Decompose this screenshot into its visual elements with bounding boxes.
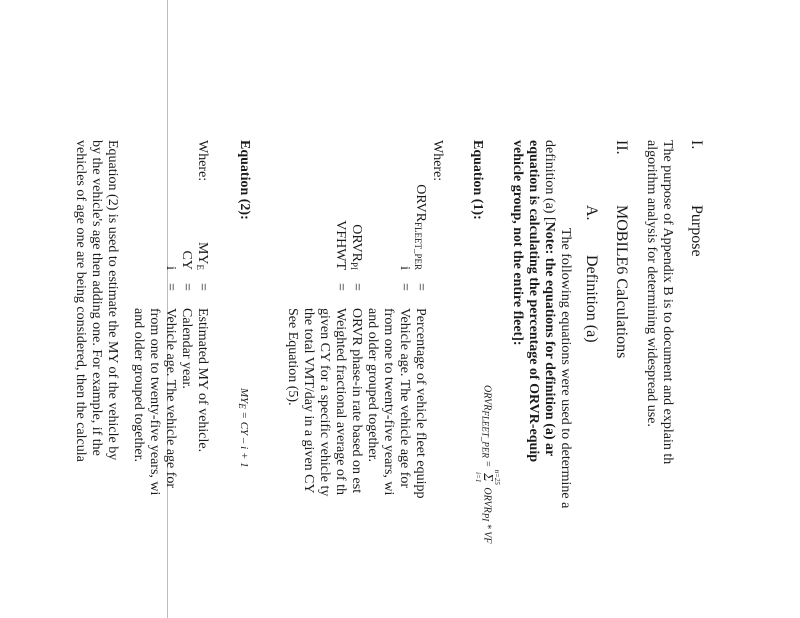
subsection-a-title: Definition (a) xyxy=(583,255,600,343)
where-1-def-2-line-3: and older grouped together. xyxy=(365,308,380,462)
eq1-rhs-tail: * VF xyxy=(481,523,493,544)
section-2-title: MOBILE6 Calculations xyxy=(613,205,630,359)
intro-line-4: vehicle group, not the entire fleet]: xyxy=(510,140,525,346)
where-1-eq-4: = xyxy=(333,283,348,291)
eq1-rhs: ORVR xyxy=(481,487,493,513)
sum-sigma: Σ xyxy=(480,473,495,482)
sum-upper-limit: n=25 xyxy=(493,469,501,485)
where-1-def-1-line-1: Percentage of vehicle fleet equipp xyxy=(413,308,428,499)
where-2-def-3-line-2: from one to twenty-five years, wi xyxy=(147,308,162,496)
section-2-number: II. xyxy=(613,140,630,155)
where-2-def-1-line-1: Estimated MY of vehicle. xyxy=(195,308,210,453)
where-2-term-3: i xyxy=(163,266,178,270)
section-1-line-2: algorithm analysis for determining widespread use. xyxy=(644,140,659,427)
where-1-def-4-line-2: given CY for a specific vehicle ty xyxy=(317,308,332,497)
where-1-eq-2: = xyxy=(397,283,412,291)
where-1-term-3: $ORVR_{PI}$ xyxy=(349,224,364,270)
intro-line-2-bold: Note: the equations for definition (a) ar xyxy=(542,221,557,457)
where-1-term-4: VFHWT xyxy=(333,220,348,270)
where-2-def-3-line-1: Vehicle age. The vehicle age for xyxy=(163,308,178,489)
where-2-eq-1: = xyxy=(195,283,210,291)
where-2-def-3-line-3: and older grouped together. xyxy=(131,308,146,462)
where-1-def-3-line-1: ORVR phase-in rate based on est xyxy=(349,308,364,494)
where-2-def-2-line-1: Calendar year. xyxy=(179,308,194,389)
section-1-title: Purpose xyxy=(688,205,705,257)
where-2-eq-2: = xyxy=(179,283,194,291)
where-2-term-2: CY xyxy=(179,250,194,270)
intro-line-2 xyxy=(541,140,557,456)
closing-line-3: vehicles of age one are being considered, then the calcula xyxy=(73,140,88,462)
closing-line-1: Equation (2) is used to estimate the MY of the vehicle by xyxy=(105,140,120,461)
where-1-term-1: $ORVR_{FLEET\_PER}$ xyxy=(413,184,428,270)
equation-1-formula xyxy=(474,385,500,543)
section-1-line-1: The purpose of Appendix B is to document and explain th xyxy=(660,140,675,465)
eq1-lhs-sub: FLEET_PER xyxy=(480,410,491,458)
where-1-label: Where: xyxy=(430,140,445,182)
equation-1-label: Equation (1): xyxy=(470,140,485,220)
where-2-eq-3: = xyxy=(163,283,178,291)
where-1-eq-1: = xyxy=(413,283,428,291)
where-1-eq-3: = xyxy=(349,283,364,291)
summation-symbol xyxy=(474,470,500,485)
where-1-term-2: i xyxy=(397,266,412,270)
eq1-equals: = xyxy=(481,460,493,468)
intro-line-2-plain: definition (a) [ xyxy=(542,140,557,222)
subsection-a-letter: A. xyxy=(583,205,600,221)
equation-2-formula: $MY_E$ = CY – i + 1 xyxy=(237,388,250,468)
where-1-def-4-line-1: Weighted fractional average of th xyxy=(333,308,348,496)
sum-lower-limit: i=1 xyxy=(474,472,482,483)
equation-2-label: Equation (2): xyxy=(237,140,252,220)
where-2-label: Where: xyxy=(195,140,210,182)
where-1-def-4-line-4: See Equation (5). xyxy=(285,308,300,406)
where-1-def-2-line-1: Vehicle age. The vehicle age for xyxy=(397,308,412,489)
eq1-rhs-sub: PI xyxy=(480,512,491,522)
eq1-lhs: ORVR xyxy=(481,385,493,411)
where-1-def-2-line-2: from one to twenty-five years, wi xyxy=(381,308,396,496)
closing-line-2: by the vehicle's age then adding one. For example, if the xyxy=(89,140,104,456)
intro-line-3: equation is calculating the percentage of ORVR-equip xyxy=(526,140,541,463)
where-1-def-4-line-3: the total VMT/day in a given CY xyxy=(301,308,316,494)
section-1-number: I. xyxy=(688,140,705,150)
intro-line-1: The following equations were used to determine a xyxy=(558,228,573,509)
where-2-term-1: $MY_E$ xyxy=(195,241,210,270)
